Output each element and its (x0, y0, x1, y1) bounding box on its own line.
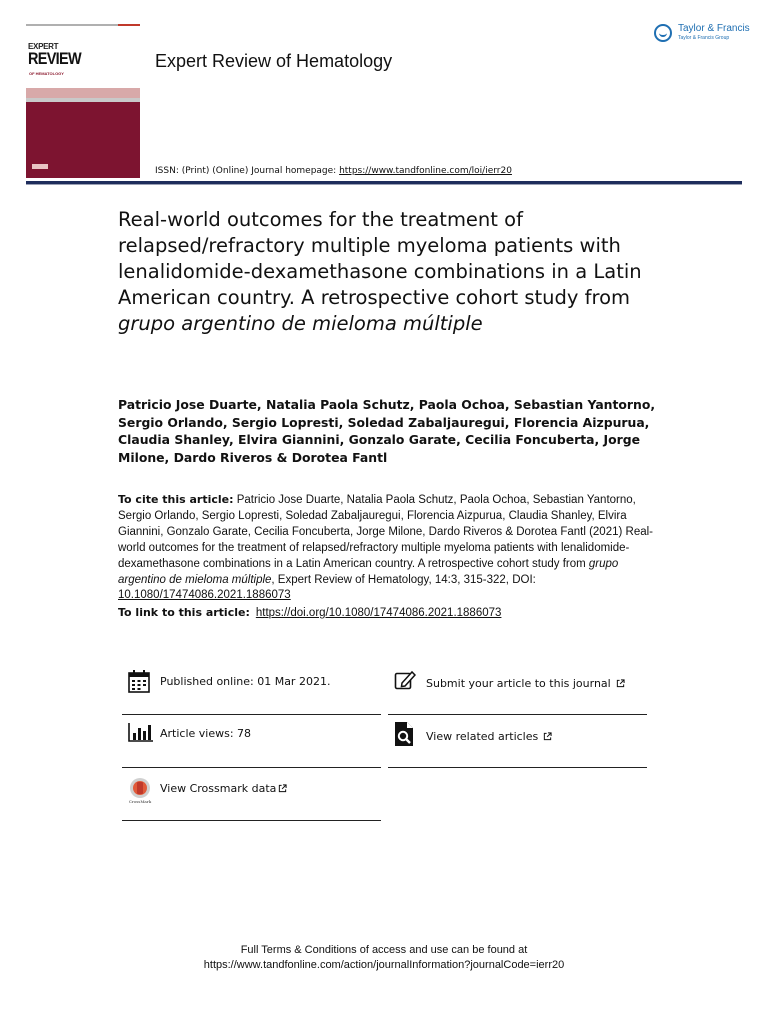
bar-chart-icon (128, 722, 154, 742)
cover-review-text: REVIEW (28, 49, 81, 68)
row-divider (388, 767, 647, 768)
calendar-icon (128, 670, 150, 693)
author-list: Patricio Jose Duarte, Natalia Paola Schutz, Paola Ochoa, Sebastian Yantorno, Sergio Orlando, Sergio Lopresti, Soledad Zabaljauregui, Florencia Aizpurua, Claudia Shanley, Elvira Giannini, Gonzalo Garate, Cecilia Foncuberta, Jorge Milone, Dardo Riveros & Dorotea Fantl (118, 397, 656, 465)
cover-subject-text: OF HEMATOLOGY (29, 71, 64, 76)
published-date: Published online: 01 Mar 2021. (160, 675, 331, 688)
article-link-label: To link to this article: (118, 606, 250, 619)
crossmark-row[interactable] (122, 769, 381, 821)
submit-article-label: Submit your article to this journal (426, 677, 611, 690)
journal-homepage-link[interactable]: https://www.tandfonline.com/loi/ierr20 (339, 166, 512, 176)
related-row[interactable] (388, 716, 647, 768)
row-divider (122, 714, 381, 715)
related-articles-label: View related articles (426, 730, 539, 743)
header-rule-thin (26, 184, 742, 185)
crossmark-label: View Crossmark data (160, 782, 277, 795)
crossmark-badge-text: CrossMark (128, 799, 152, 804)
publisher-subname: Taylor & Francis Group (678, 35, 730, 41)
row-divider (122, 820, 381, 821)
related-articles-link[interactable] (426, 730, 552, 743)
cover-publisher-logo (32, 164, 48, 169)
issn-line (155, 166, 512, 176)
article-doi-link[interactable]: https://doi.org/10.1080/17474086.2021.1886073 (255, 607, 502, 619)
journal-cover-image (26, 24, 140, 178)
submit-article-link[interactable] (426, 677, 625, 690)
citation-italic: grupo argentino de mieloma múltiple (118, 557, 619, 586)
row-divider (122, 767, 381, 768)
cover-expert-text: EXPERT (28, 42, 59, 51)
publisher-name: Taylor & Francis (678, 23, 750, 34)
article-title-main: Real-world outcomes for the treatment of relapsed/refractory multiple myeloma patients with lenalidomide-dexamethasone combinations in a Latin American country. A retrospective cohort study from (118, 208, 642, 309)
published-row (122, 663, 381, 715)
publisher-logo[interactable] (654, 22, 750, 48)
cover-pink-band (26, 88, 140, 98)
related-articles-icon (394, 721, 414, 747)
publisher-logo-icon (654, 24, 672, 42)
article-link-line (118, 606, 501, 619)
footer-terms-url[interactable]: https://www.tandfonline.com/action/journalInformation?journalCode=ierr20 (203, 958, 565, 971)
views-row (122, 716, 381, 768)
article-title (118, 207, 678, 337)
citation-text-end: , Expert Review of Hematology, 14:3, 315-322, DOI: (271, 573, 536, 586)
footer-terms (0, 943, 768, 972)
submit-row[interactable] (388, 663, 647, 715)
citation-text: Patricio Jose Duarte, Natalia Paola Schutz, Paola Ochoa, Sebastian Yantorno, Sergio Orlando, Sergio Lopresti, Soledad Zabaljauregui, Florencia Aizpurua, Claudia Shanley, Elvira Giannini, Gonzalo Garate, Cecilia Foncuberta, Jorge Milone, Dardo Riveros & Dorotea Fantl (2021) Real-world outcomes for the treatment of relapsed/refractory multiple myeloma patients with lenalidomide-dexamethasone combinations in a Latin American country. A retrospective cohort study from (118, 494, 654, 570)
issn-text: ISSN: (Print) (Online) Journal homepage: (155, 166, 340, 176)
crossmark-badge-icon (127, 777, 153, 799)
footer-terms-line: Full Terms & Conditions of access and use can be found at (240, 944, 528, 956)
journal-title: Expert Review of Hematology (155, 51, 393, 71)
cover-red-tick (118, 24, 140, 26)
edit-icon (394, 669, 416, 691)
article-views: Article views: 78 (160, 727, 252, 740)
crossmark-icon (127, 777, 153, 805)
citation-doi-link[interactable]: 10.1080/17474086.2021.1886073 (118, 589, 291, 602)
row-divider (388, 714, 647, 715)
citation-label: To cite this article: (118, 493, 234, 506)
external-link-icon (278, 784, 287, 793)
citation-block (118, 493, 658, 604)
crossmark-link[interactable] (160, 782, 287, 795)
external-link-icon (616, 679, 625, 688)
external-link-icon (543, 732, 552, 741)
article-title-italic: grupo argentino de mieloma múltiple (118, 312, 483, 335)
